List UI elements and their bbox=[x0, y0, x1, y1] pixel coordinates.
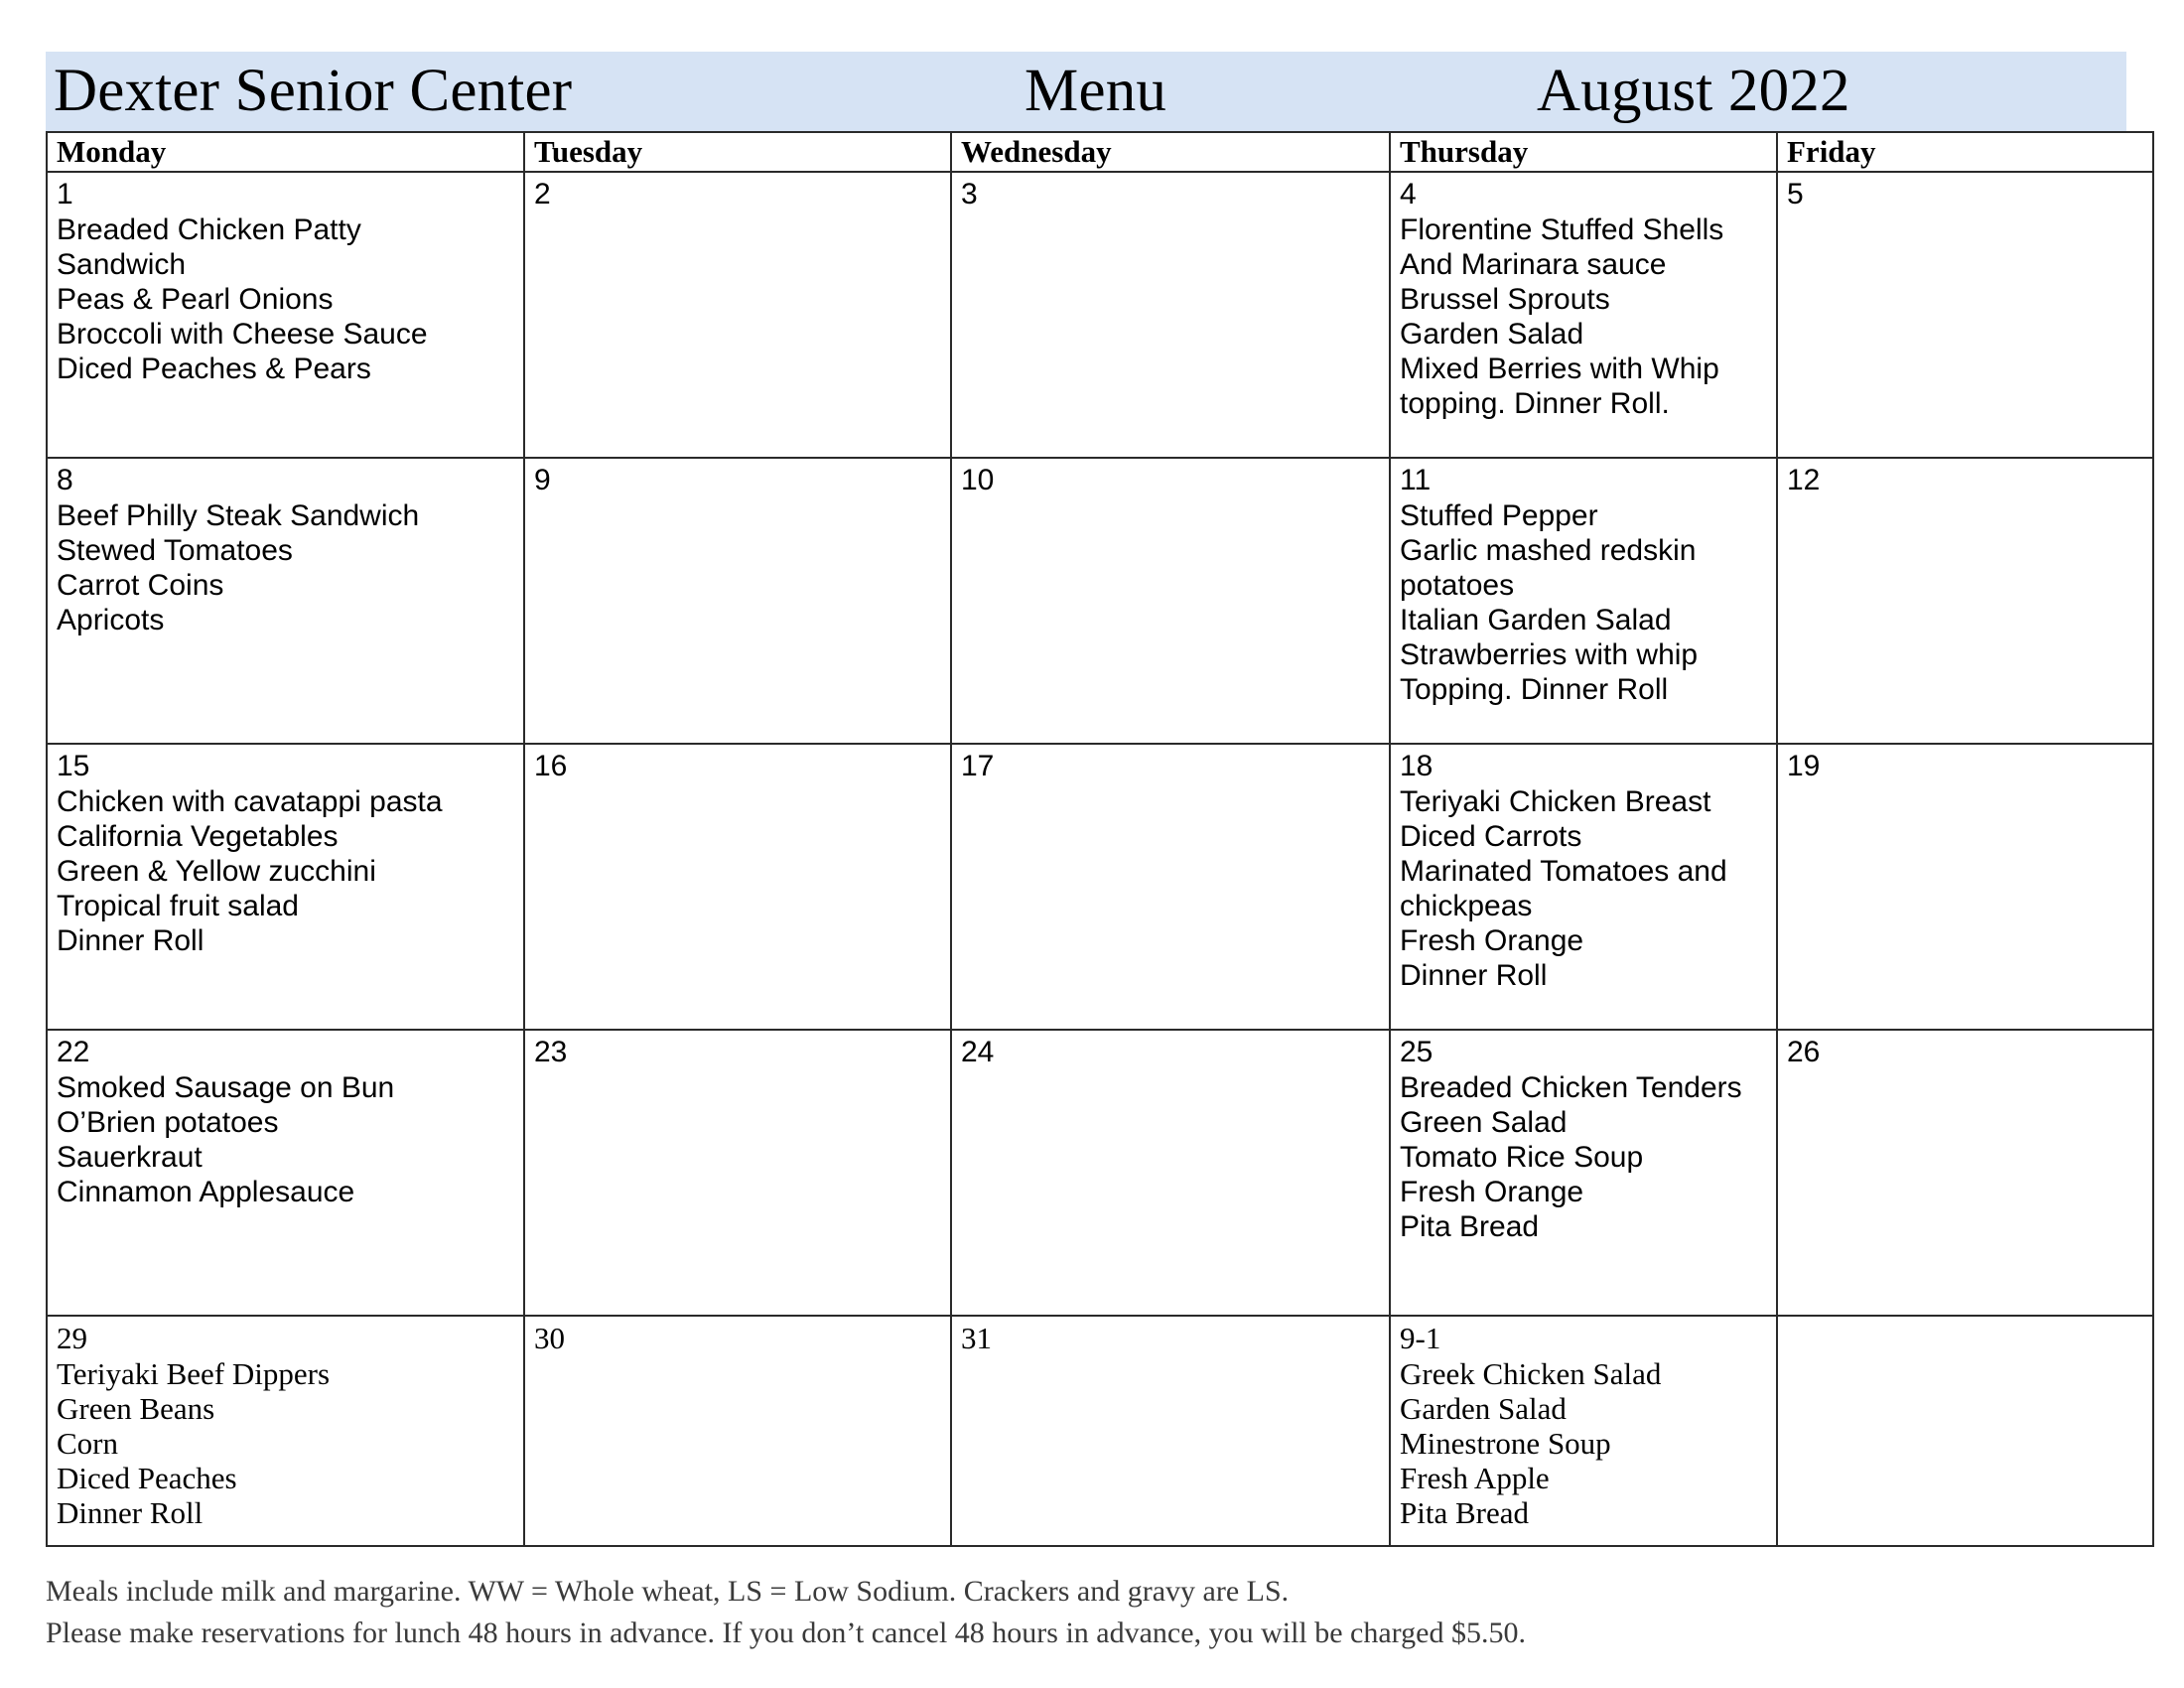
day-number: 2 bbox=[534, 178, 551, 211]
menu-item: Marinated Tomatoes and bbox=[1400, 855, 1727, 888]
menu-item-list bbox=[1400, 1356, 1768, 1530]
calendar-day-cell[interactable] bbox=[524, 172, 951, 458]
calendar-day-cell[interactable] bbox=[1777, 1316, 2153, 1546]
month-year-title: August 2022 bbox=[1537, 58, 1850, 124]
menu-item: chickpeas bbox=[1400, 890, 1533, 922]
calendar-day-cell[interactable] bbox=[1390, 744, 1777, 1030]
day-header-label: Friday bbox=[1787, 134, 1876, 169]
day-number: 15 bbox=[57, 750, 90, 782]
menu-item-list bbox=[57, 1070, 515, 1209]
day-number: 1 bbox=[57, 178, 73, 211]
menu-item: Greek Chicken Salad bbox=[1400, 1356, 1662, 1391]
calendar-day-cell[interactable] bbox=[47, 1030, 524, 1316]
menu-item: Garlic mashed redskin bbox=[1400, 534, 1697, 567]
day-cell-content bbox=[1778, 745, 2152, 788]
day-cell-content bbox=[48, 173, 523, 390]
day-cell-content bbox=[1391, 173, 1776, 425]
day-cell-content bbox=[952, 1317, 1389, 1360]
menu-item: Breaded Chicken Tenders bbox=[1400, 1071, 1742, 1104]
day-cell-content bbox=[952, 459, 1389, 502]
menu-item: Garden Salad bbox=[1400, 318, 1584, 351]
day-cell-content bbox=[952, 173, 1389, 216]
day-cell-content bbox=[1778, 459, 2152, 502]
menu-item: Diced Carrots bbox=[1400, 820, 1582, 853]
day-number: 8 bbox=[57, 464, 73, 496]
calendar-day-cell[interactable] bbox=[47, 744, 524, 1030]
day-header-row bbox=[47, 132, 2153, 172]
menu-item: Diced Peaches & Pears bbox=[57, 352, 371, 385]
footer-notes bbox=[46, 1571, 2130, 1654]
menu-item: Breaded Chicken Patty bbox=[57, 213, 361, 246]
menu-item: Peas & Pearl Onions bbox=[57, 283, 334, 316]
calendar-week-row bbox=[47, 744, 2153, 1030]
day-number: 12 bbox=[1787, 464, 1821, 496]
footer-note-line-2: Please make reservations for lunch 48 hours in advance. If you don’t cancel 48 hours in advance, you will be charged $5.50. bbox=[46, 1617, 1526, 1649]
title-banner bbox=[46, 52, 2126, 131]
menu-item-list bbox=[57, 212, 515, 386]
day-number: 31 bbox=[961, 1321, 992, 1355]
menu-item: Carrot Coins bbox=[57, 569, 224, 602]
calendar-day-cell[interactable] bbox=[1777, 458, 2153, 744]
menu-item: Tropical fruit salad bbox=[57, 890, 299, 922]
menu-item: Smoked Sausage on Bun bbox=[57, 1071, 395, 1104]
day-number: 26 bbox=[1787, 1036, 1821, 1068]
menu-item: Florentine Stuffed Shells bbox=[1400, 213, 1724, 246]
menu-item: Chicken with cavatappi pasta bbox=[57, 785, 443, 818]
day-cell-content bbox=[525, 1317, 950, 1360]
menu-item: Dinner Roll bbox=[57, 1495, 204, 1530]
calendar-day-cell[interactable] bbox=[1777, 1030, 2153, 1316]
menu-item-list bbox=[1400, 212, 1768, 421]
calendar-day-cell[interactable] bbox=[47, 458, 524, 744]
calendar-day-cell[interactable] bbox=[1390, 172, 1777, 458]
menu-item-list bbox=[57, 784, 515, 958]
menu-item: Strawberries with whip bbox=[1400, 638, 1699, 671]
menu-item: Tomato Rice Soup bbox=[1400, 1141, 1644, 1174]
menu-item: Fresh Orange bbox=[1400, 1176, 1584, 1208]
calendar-week-row bbox=[47, 1030, 2153, 1316]
menu-item: Mixed Berries with Whip bbox=[1400, 352, 1719, 385]
calendar-day-cell[interactable] bbox=[951, 1316, 1390, 1546]
menu-item: Sandwich bbox=[57, 248, 187, 281]
menu-item-list bbox=[1400, 1070, 1768, 1244]
calendar-day-cell[interactable] bbox=[951, 172, 1390, 458]
menu-item: O’Brien potatoes bbox=[57, 1106, 279, 1139]
day-number: 23 bbox=[534, 1036, 568, 1068]
day-cell-content bbox=[48, 745, 523, 962]
document-type-title: Menu bbox=[1024, 58, 1167, 124]
menu-item: Stuffed Pepper bbox=[1400, 499, 1598, 532]
day-cell-content bbox=[1391, 459, 1776, 711]
day-cell-content bbox=[1391, 1031, 1776, 1248]
day-number: 24 bbox=[961, 1036, 995, 1068]
day-cell-content bbox=[952, 1031, 1389, 1074]
calendar-day-cell[interactable] bbox=[524, 744, 951, 1030]
calendar-week-row bbox=[47, 172, 2153, 458]
day-number: 9 bbox=[534, 464, 551, 496]
menu-item-list bbox=[1400, 498, 1768, 707]
day-number: 18 bbox=[1400, 750, 1433, 782]
menu-item: Italian Garden Salad bbox=[1400, 604, 1672, 636]
day-header-monday bbox=[47, 132, 524, 172]
day-number: 3 bbox=[961, 178, 978, 211]
calendar-day-cell[interactable] bbox=[47, 1316, 524, 1546]
day-cell-content bbox=[525, 173, 950, 216]
menu-item-list bbox=[1400, 784, 1768, 993]
day-header-friday bbox=[1777, 132, 2153, 172]
day-cell-content bbox=[48, 1031, 523, 1213]
menu-item: Brussel Sprouts bbox=[1400, 283, 1610, 316]
calendar-day-cell[interactable] bbox=[1390, 458, 1777, 744]
menu-item-list bbox=[57, 1356, 515, 1530]
day-cell-content bbox=[952, 745, 1389, 788]
day-number: 16 bbox=[534, 750, 568, 782]
day-number: 5 bbox=[1787, 178, 1804, 211]
menu-item: Sauerkraut bbox=[57, 1141, 203, 1174]
day-cell-content bbox=[48, 459, 523, 641]
day-number: 25 bbox=[1400, 1036, 1433, 1068]
menu-item: potatoes bbox=[1400, 569, 1515, 602]
calendar-day-cell[interactable] bbox=[1390, 1316, 1777, 1546]
menu-item: Garden Salad bbox=[1400, 1391, 1567, 1426]
calendar-day-cell[interactable] bbox=[951, 744, 1390, 1030]
menu-item: Apricots bbox=[57, 604, 165, 636]
calendar-week-row bbox=[47, 1316, 2153, 1546]
menu-calendar-table bbox=[46, 131, 2154, 1547]
day-cell-content bbox=[1391, 1317, 1776, 1534]
day-number: 19 bbox=[1787, 750, 1821, 782]
calendar-day-cell[interactable] bbox=[524, 458, 951, 744]
day-number: 4 bbox=[1400, 178, 1417, 211]
menu-item: Pita Bread bbox=[1400, 1210, 1540, 1243]
menu-item: Corn bbox=[57, 1426, 118, 1461]
menu-item: Pita Bread bbox=[1400, 1495, 1529, 1530]
menu-item: Green Salad bbox=[1400, 1106, 1568, 1139]
calendar-week-row bbox=[47, 458, 2153, 744]
menu-item: Teriyaki Beef Dippers bbox=[57, 1356, 331, 1391]
organization-title: Dexter Senior Center bbox=[54, 58, 573, 124]
calendar-day-cell[interactable] bbox=[524, 1316, 951, 1546]
menu-item: Green & Yellow zucchini bbox=[57, 855, 376, 888]
calendar-day-cell[interactable] bbox=[1777, 172, 2153, 458]
day-number: 22 bbox=[57, 1036, 90, 1068]
menu-item: Topping. Dinner Roll bbox=[1400, 673, 1669, 706]
day-cell-content bbox=[525, 1031, 950, 1074]
menu-item: Minestrone Soup bbox=[1400, 1426, 1611, 1461]
day-header-label: Tuesday bbox=[534, 134, 643, 169]
menu-item: Teriyaki Chicken Breast bbox=[1400, 785, 1711, 818]
day-cell-content bbox=[1778, 1031, 2152, 1074]
day-header-wednesday bbox=[951, 132, 1390, 172]
menu-item: Diced Peaches bbox=[57, 1461, 237, 1495]
calendar-day-cell[interactable] bbox=[1777, 744, 2153, 1030]
calendar-day-cell[interactable] bbox=[951, 1030, 1390, 1316]
day-cell-content bbox=[525, 745, 950, 788]
day-cell-content bbox=[525, 459, 950, 502]
day-number: 10 bbox=[961, 464, 995, 496]
day-number: 9-1 bbox=[1400, 1321, 1441, 1355]
calendar-day-cell[interactable] bbox=[47, 172, 524, 458]
day-header-label: Monday bbox=[57, 134, 167, 169]
day-header-tuesday bbox=[524, 132, 951, 172]
day-cell-content bbox=[1778, 173, 2152, 216]
day-number: 11 bbox=[1400, 464, 1432, 496]
footer-note-line-1: Meals include milk and margarine. WW = Whole wheat, LS = Low Sodium. Crackers and gravy are LS. bbox=[46, 1575, 1290, 1608]
day-number: 29 bbox=[57, 1321, 87, 1355]
menu-item: And Marinara sauce bbox=[1400, 248, 1667, 281]
menu-item: topping. Dinner Roll. bbox=[1400, 387, 1670, 420]
day-cell-content bbox=[1778, 1317, 2152, 1326]
menu-item: California Vegetables bbox=[57, 820, 339, 853]
menu-item: Fresh Apple bbox=[1400, 1461, 1550, 1495]
calendar-day-cell[interactable] bbox=[1390, 1030, 1777, 1316]
day-header-label: Thursday bbox=[1400, 134, 1529, 169]
day-cell-content bbox=[1391, 745, 1776, 997]
calendar-day-cell[interactable] bbox=[524, 1030, 951, 1316]
menu-item: Stewed Tomatoes bbox=[57, 534, 293, 567]
menu-item: Broccoli with Cheese Sauce bbox=[57, 318, 428, 351]
day-header-thursday bbox=[1390, 132, 1777, 172]
day-number: 30 bbox=[534, 1321, 565, 1355]
menu-item: Fresh Orange bbox=[1400, 924, 1584, 957]
calendar-day-cell[interactable] bbox=[951, 458, 1390, 744]
menu-item: Green Beans bbox=[57, 1391, 215, 1426]
menu-item-list bbox=[57, 498, 515, 637]
menu-item: Dinner Roll bbox=[57, 924, 205, 957]
menu-item: Beef Philly Steak Sandwich bbox=[57, 499, 420, 532]
menu-item: Cinnamon Applesauce bbox=[57, 1176, 355, 1208]
day-number: 17 bbox=[961, 750, 995, 782]
menu-item: Dinner Roll bbox=[1400, 959, 1548, 992]
day-cell-content bbox=[48, 1317, 523, 1534]
day-header-label: Wednesday bbox=[961, 134, 1112, 169]
